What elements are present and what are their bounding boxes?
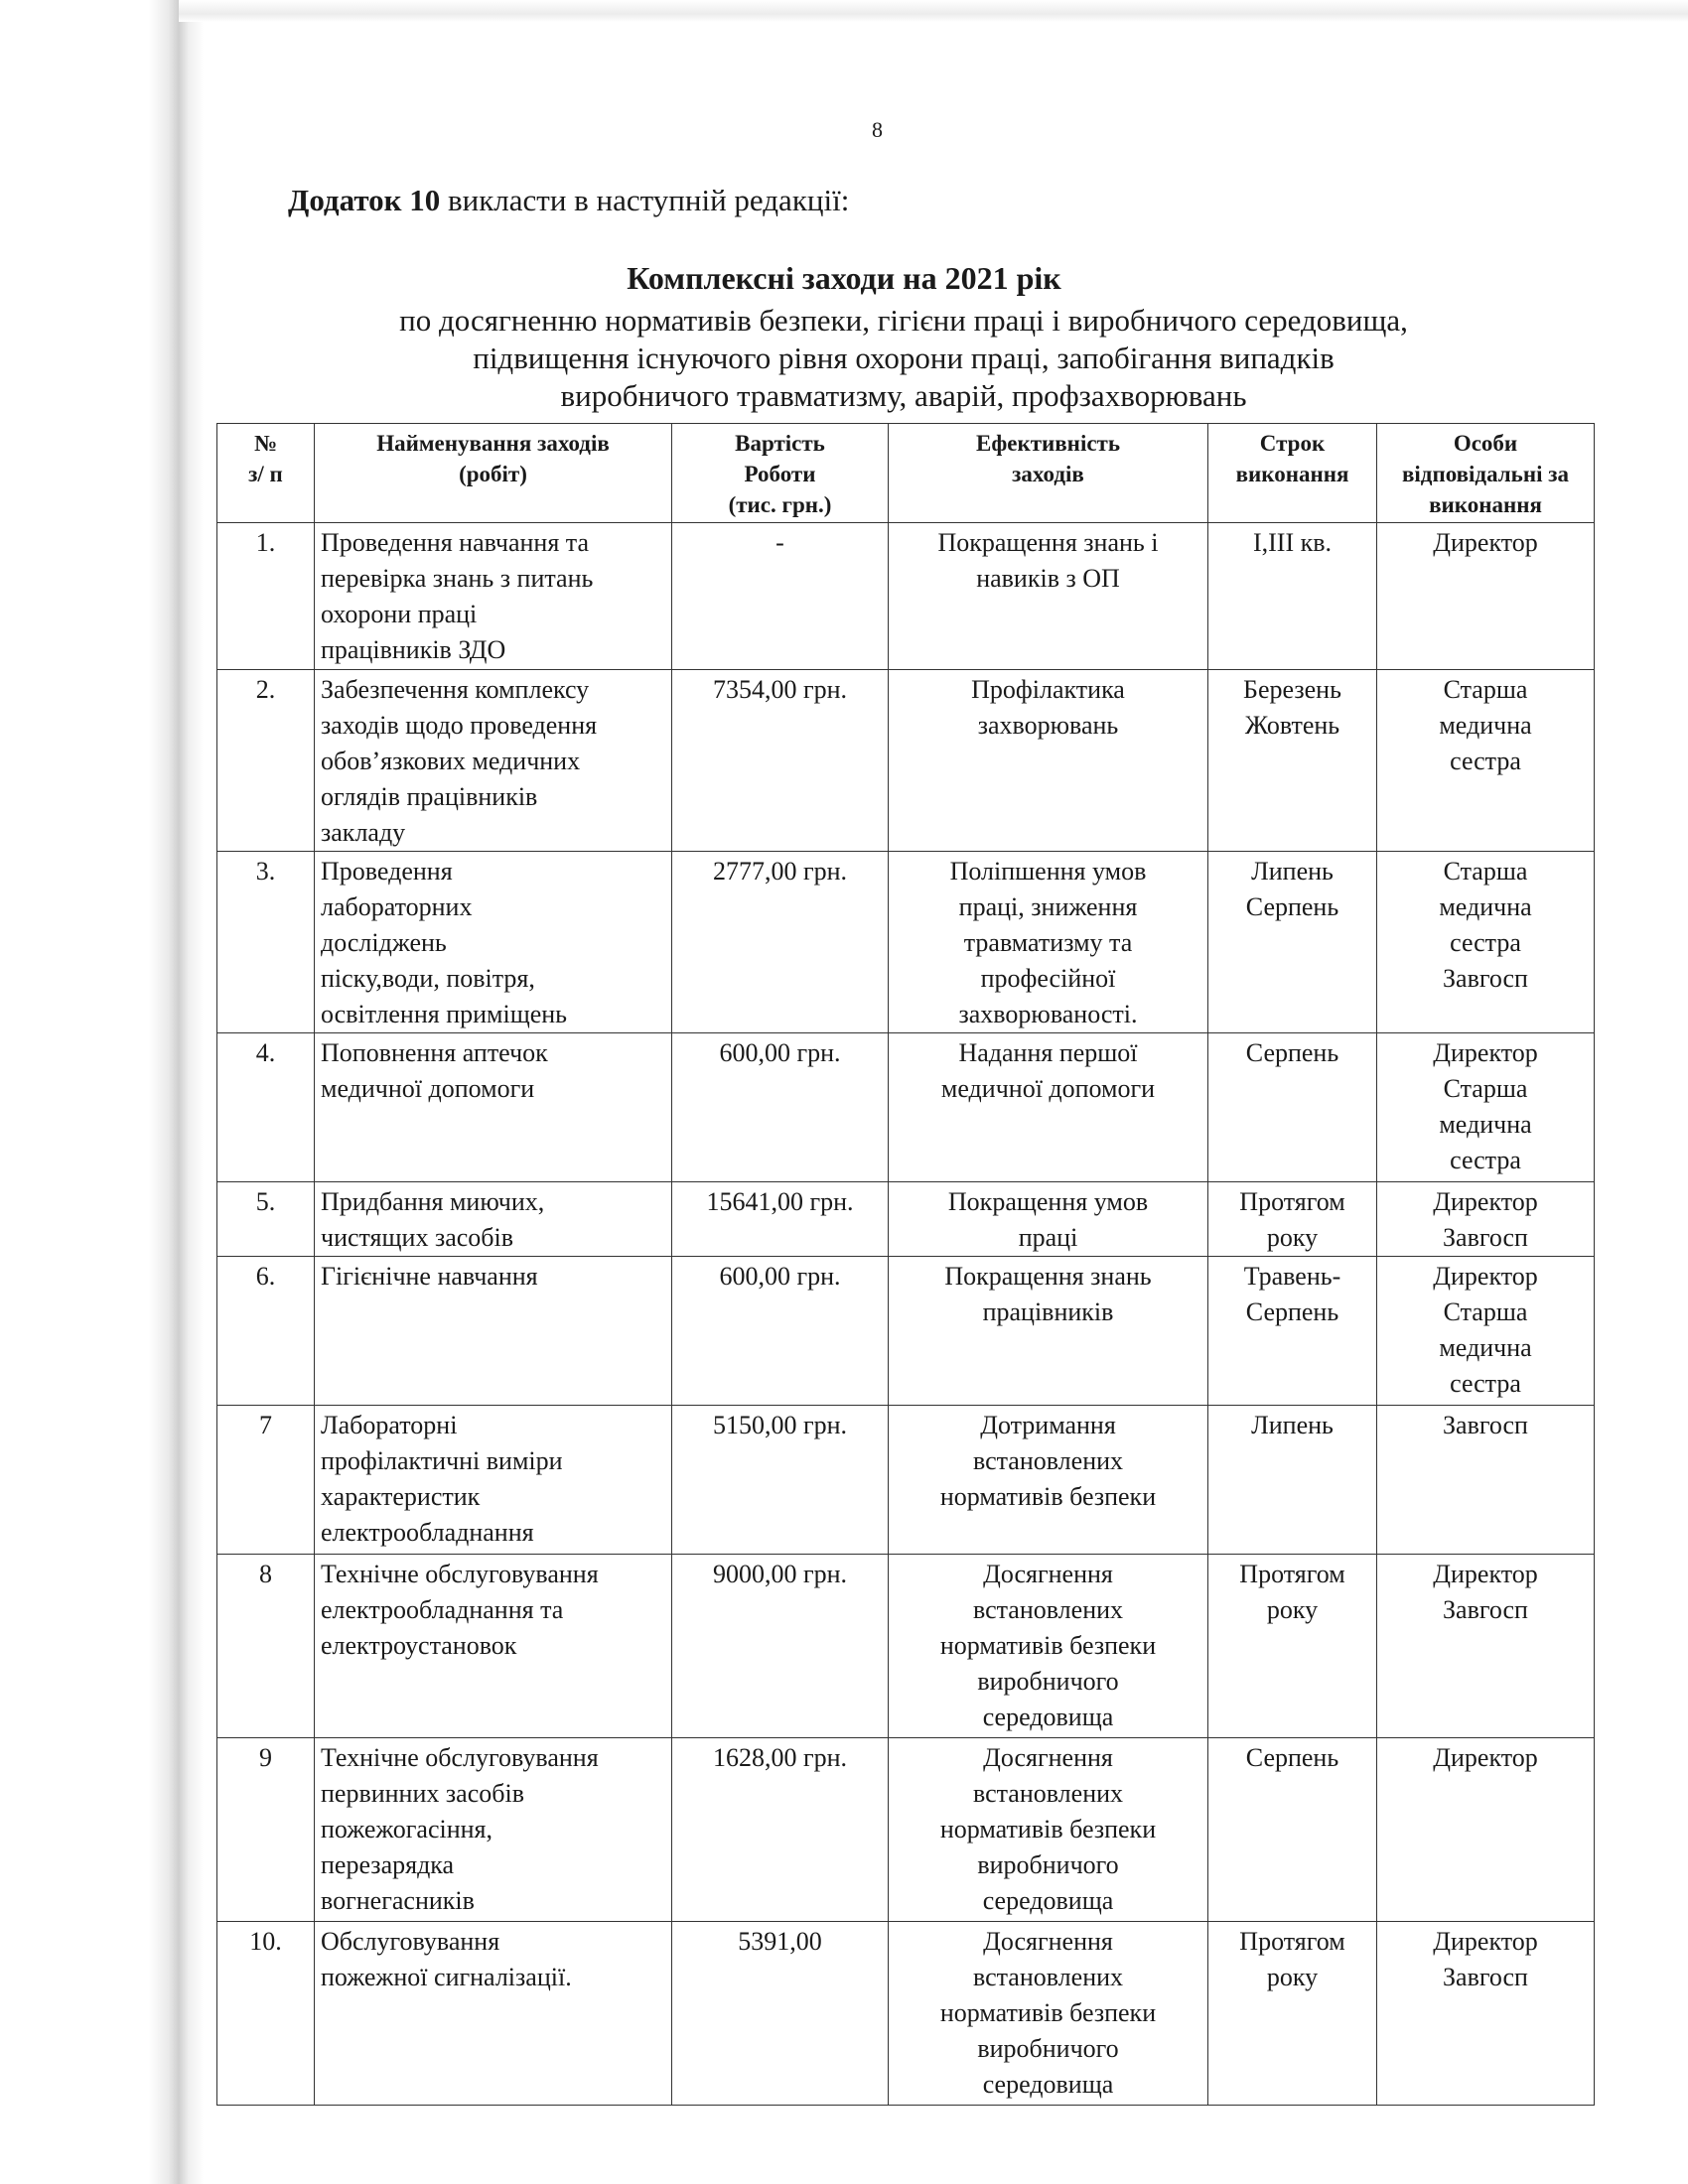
cell-cost: -: [672, 523, 889, 670]
cell-name: Технічне обслуговування первинних засобів пожежогасіння, перезарядка вогнегасників: [315, 1738, 672, 1922]
cell-term: Серпень: [1208, 1738, 1377, 1922]
cell-responsible: Директор: [1377, 1738, 1595, 1922]
cell-term: Липень: [1208, 1406, 1377, 1555]
measures-table: [216, 423, 1595, 2106]
cell-number: 1.: [217, 523, 315, 670]
cell-name: Проведення навчання та перевірка знань з питань охорони праці працівників ЗДО: [315, 523, 672, 670]
cell-cost: 1628,00 грн.: [672, 1738, 889, 1922]
cell-number: 10.: [217, 1922, 315, 2106]
table-row: [217, 1182, 1595, 1257]
cell-number: 5.: [217, 1182, 315, 1257]
cell-cost: 600,00 грн.: [672, 1257, 889, 1406]
cell-cost: 9000,00 грн.: [672, 1555, 889, 1738]
cell-efficiency: Профілактика захворювань: [889, 670, 1208, 852]
cell-efficiency: Досягнення встановлених нормативів безпеки виробничого середовища: [889, 1738, 1208, 1922]
cell-efficiency: Досягнення встановлених нормативів безпеки виробничого середовища: [889, 1922, 1208, 2106]
cell-name: Забезпечення комплексу заходів щодо проведення обов’язкових медичних оглядів працівників закладу: [315, 670, 672, 852]
cell-responsible: Директор Завгосп: [1377, 1922, 1595, 2106]
table-body: [217, 523, 1595, 2106]
cell-cost: 15641,00 грн.: [672, 1182, 889, 1257]
cell-responsible: Старша медична сестра Завгосп: [1377, 852, 1595, 1033]
cell-efficiency: Покращення знань працівників: [889, 1257, 1208, 1406]
cell-cost: 5391,00: [672, 1922, 889, 2106]
page-top-shadow: [179, 0, 1688, 22]
cell-responsible: Директор Завгосп: [1377, 1555, 1595, 1738]
cell-name: Гігієнічне навчання: [315, 1257, 672, 1406]
cell-number: 8: [217, 1555, 315, 1738]
cell-term: I,III кв.: [1208, 523, 1377, 670]
header-number: № з/ п: [217, 424, 315, 523]
cell-responsible: Старша медична сестра: [1377, 670, 1595, 852]
cell-cost: 600,00 грн.: [672, 1033, 889, 1182]
subtitle-line: виробничого травматизму, аварій, профзахворювань: [560, 378, 1247, 413]
cell-responsible: Директор Старша медична сестра: [1377, 1033, 1595, 1182]
table-row: [217, 1738, 1595, 1922]
table-row: [217, 1406, 1595, 1555]
cell-number: 6.: [217, 1257, 315, 1406]
cell-term: Липень Серпень: [1208, 852, 1377, 1033]
table-row: [217, 670, 1595, 852]
cell-number: 2.: [217, 670, 315, 852]
cell-name: Проведення лабораторних досліджень піску,води, повітря, освітлення приміщень: [315, 852, 672, 1033]
table-row: [217, 1555, 1595, 1738]
intro-bold: Додаток 10: [288, 183, 441, 217]
header-efficiency: Ефективність заходів: [889, 424, 1208, 523]
cell-efficiency: Досягнення встановлених нормативів безпеки виробничого середовища: [889, 1555, 1208, 1738]
document-title: Комплексні заходи на 2021 рік: [627, 260, 1061, 296]
cell-responsible: Директор Старша медична сестра: [1377, 1257, 1595, 1406]
subtitle-line: по досягненню нормативів безпеки, гігієни праці і виробничого середовища,: [399, 303, 1408, 338]
header-responsible: Особи відповідальні за виконання: [1377, 424, 1595, 523]
cell-responsible: Директор: [1377, 523, 1595, 670]
table-row: [217, 1257, 1595, 1406]
table-row: [217, 1033, 1595, 1182]
header-cost: Вартість Роботи (тис. грн.): [672, 424, 889, 523]
page-binding-shadow: [0, 0, 204, 2184]
cell-number: 7: [217, 1406, 315, 1555]
cell-term: Серпень: [1208, 1033, 1377, 1182]
intro-line: [288, 183, 849, 218]
cell-name: Поповнення аптечок медичної допомоги: [315, 1033, 672, 1182]
table-row: [217, 852, 1595, 1033]
cell-efficiency: Покращення умов праці: [889, 1182, 1208, 1257]
cell-name: Технічне обслуговування електрообладнання та електроустановок: [315, 1555, 672, 1738]
cell-term: Протягом року: [1208, 1182, 1377, 1257]
cell-responsible: Завгосп: [1377, 1406, 1595, 1555]
header-term: Строк виконання: [1208, 424, 1377, 523]
cell-cost: 7354,00 грн.: [672, 670, 889, 852]
cell-efficiency: Дотримання встановлених нормативів безпеки: [889, 1406, 1208, 1555]
cell-term: Протягом року: [1208, 1922, 1377, 2106]
table-row: [217, 523, 1595, 670]
header-name: Найменування заходів (робіт): [315, 424, 672, 523]
cell-efficiency: Надання першої медичної допомоги: [889, 1033, 1208, 1182]
page-number: 8: [872, 117, 883, 142]
intro-rest: викласти в наступній редакції:: [440, 183, 850, 217]
subtitle-line: підвищення існуючого рівня охорони праці, запобігання випадків: [473, 341, 1335, 375]
cell-cost: 5150,00 грн.: [672, 1406, 889, 1555]
cell-efficiency: Поліпшення умов праці, зниження травматизму та професійної захворюваності.: [889, 852, 1208, 1033]
table-row: [217, 1922, 1595, 2106]
cell-number: 9: [217, 1738, 315, 1922]
cell-responsible: Директор Завгосп: [1377, 1182, 1595, 1257]
cell-cost: 2777,00 грн.: [672, 852, 889, 1033]
table-header: [217, 424, 1595, 523]
cell-number: 4.: [217, 1033, 315, 1182]
cell-name: Лабораторні профілактичні виміри характеристик електрообладнання: [315, 1406, 672, 1555]
cell-number: 3.: [217, 852, 315, 1033]
header-row: [217, 424, 1595, 523]
cell-name: Обслуговування пожежної сигналізації.: [315, 1922, 672, 2106]
cell-name: Придбання миючих, чистящих засобів: [315, 1182, 672, 1257]
cell-term: Травень- Серпень: [1208, 1257, 1377, 1406]
cell-efficiency: Покращення знань і навиків з ОП: [889, 523, 1208, 670]
document-subtitle: [238, 302, 1569, 415]
cell-term: Березень Жовтень: [1208, 670, 1377, 852]
cell-term: Протягом року: [1208, 1555, 1377, 1738]
